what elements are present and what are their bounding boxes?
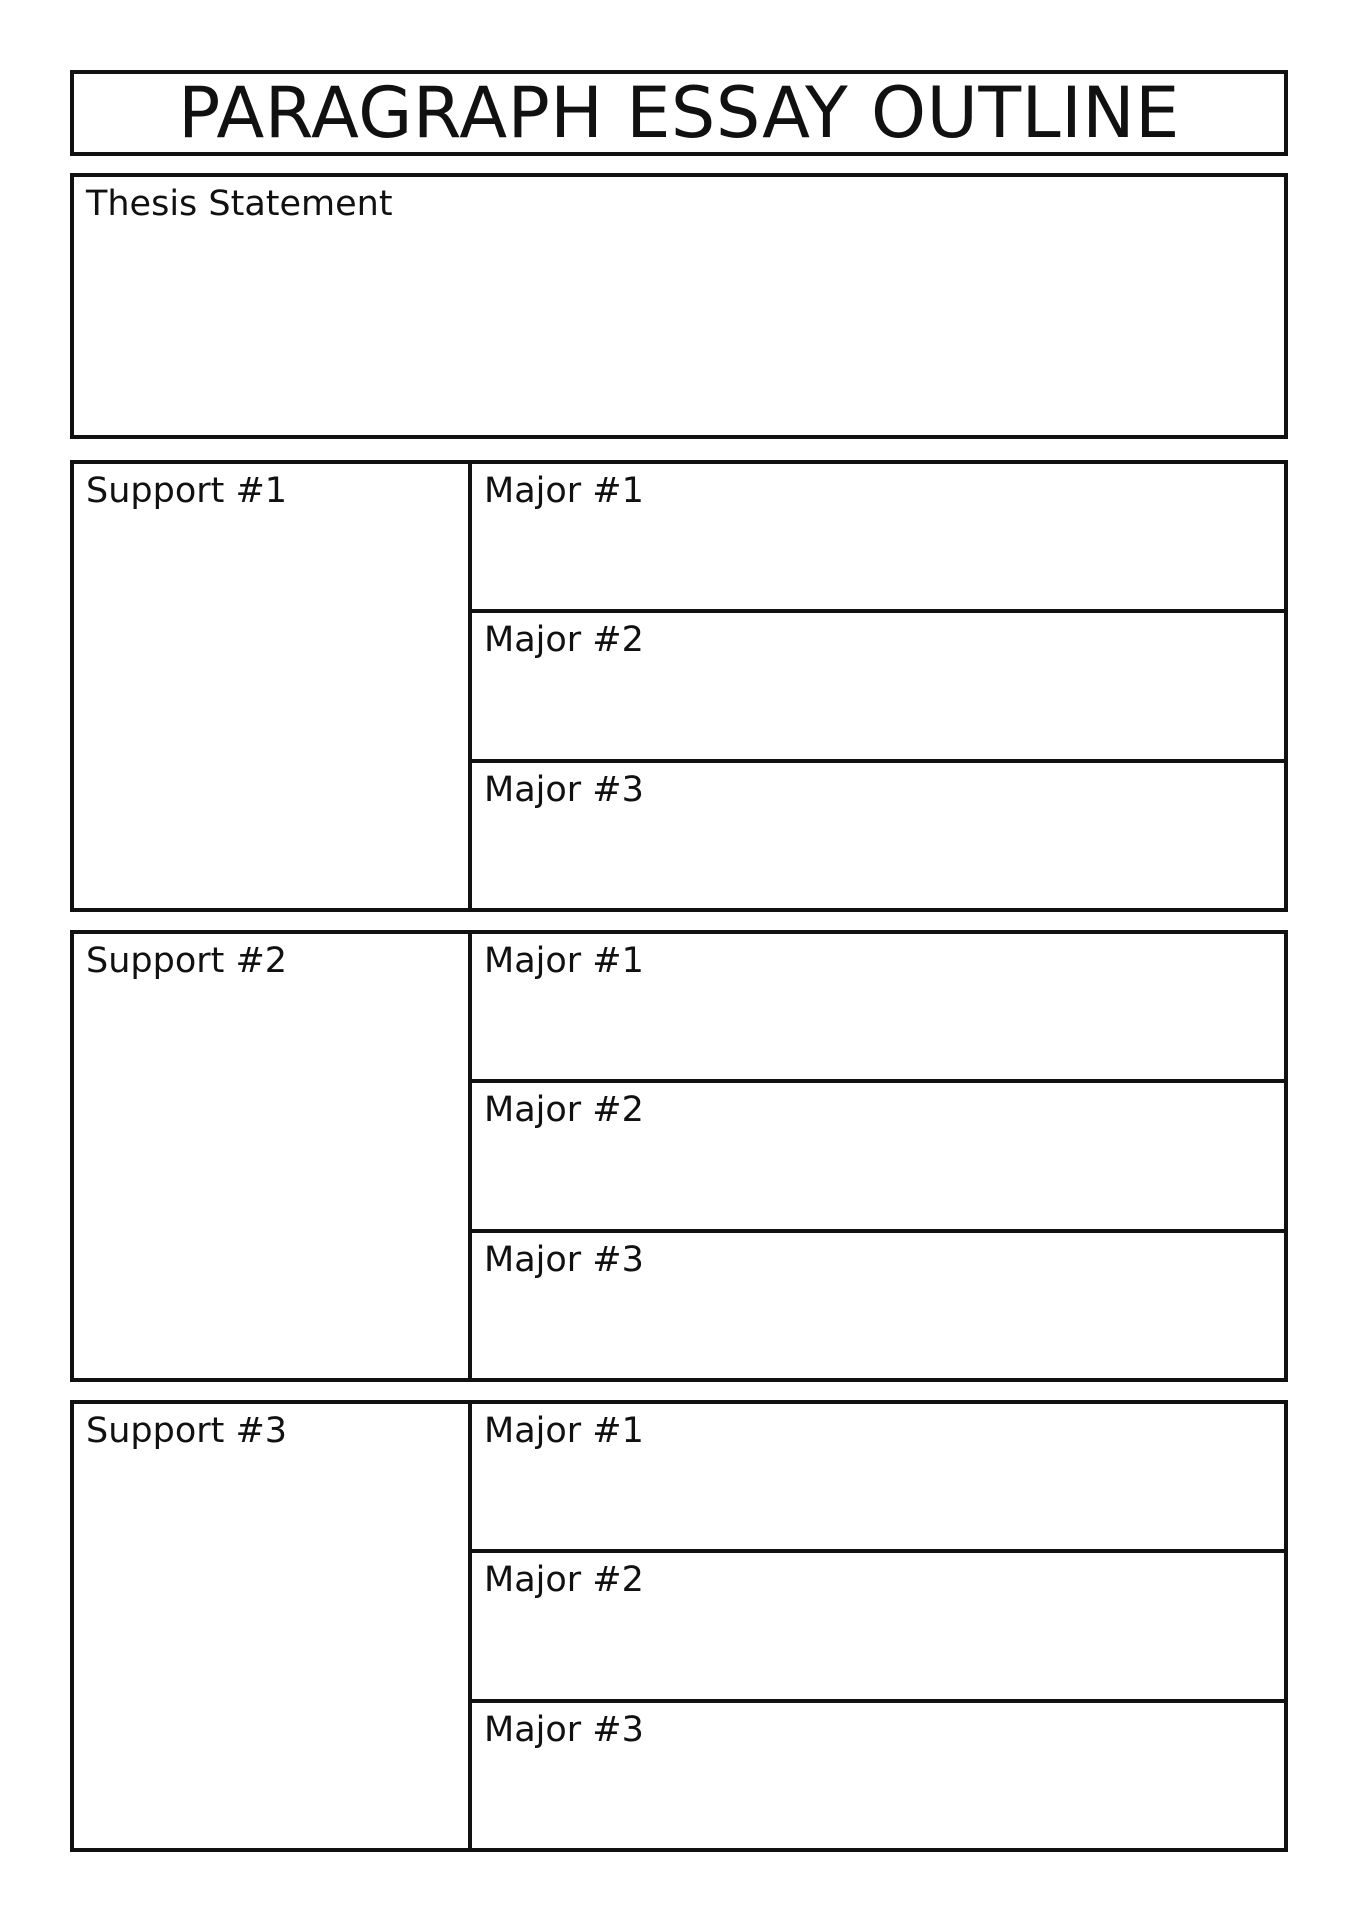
support-3-label: Support #3 (86, 1411, 288, 1451)
support-2-label: Support #2 (86, 941, 288, 981)
support-2-major-2-label: Major #2 (484, 1090, 644, 1131)
support-block-1 (70, 460, 1288, 912)
support-3-major-3-box[interactable] (472, 1703, 1284, 1848)
thesis-statement-label: Thesis Statement (86, 184, 393, 224)
support-1-major-3-box[interactable] (472, 763, 1284, 908)
support-3-box[interactable] (74, 1404, 472, 1848)
support-block-2 (70, 930, 1288, 1382)
support-block-3 (70, 1400, 1288, 1852)
support-1-major-2-box[interactable] (472, 613, 1284, 762)
support-3-major-2-label: Major #2 (484, 1560, 644, 1601)
title-box (70, 70, 1288, 156)
support-2-major-1-label: Major #1 (484, 941, 644, 981)
support-3-majors (472, 1404, 1284, 1848)
support-2-major-1-box[interactable] (472, 934, 1284, 1083)
support-2-majors (472, 934, 1284, 1378)
support-3-major-1-label: Major #1 (484, 1411, 644, 1451)
thesis-statement-box[interactable] (70, 173, 1288, 439)
support-1-major-1-label: Major #1 (484, 471, 644, 511)
page-title: PARAGRAPH ESSAY OUTLINE (178, 72, 1180, 154)
support-2-major-2-box[interactable] (472, 1083, 1284, 1232)
support-3-major-3-label: Major #3 (484, 1709, 644, 1750)
support-1-box[interactable] (74, 464, 472, 908)
support-1-label: Support #1 (86, 471, 288, 511)
support-1-major-1-box[interactable] (472, 464, 1284, 613)
support-1-major-2-label: Major #2 (484, 620, 644, 661)
support-3-major-1-box[interactable] (472, 1404, 1284, 1553)
support-2-box[interactable] (74, 934, 472, 1378)
support-2-major-3-box[interactable] (472, 1233, 1284, 1378)
support-1-majors (472, 464, 1284, 908)
support-3-major-2-box[interactable] (472, 1553, 1284, 1702)
support-2-major-3-label: Major #3 (484, 1239, 644, 1280)
support-1-major-3-label: Major #3 (484, 769, 644, 810)
